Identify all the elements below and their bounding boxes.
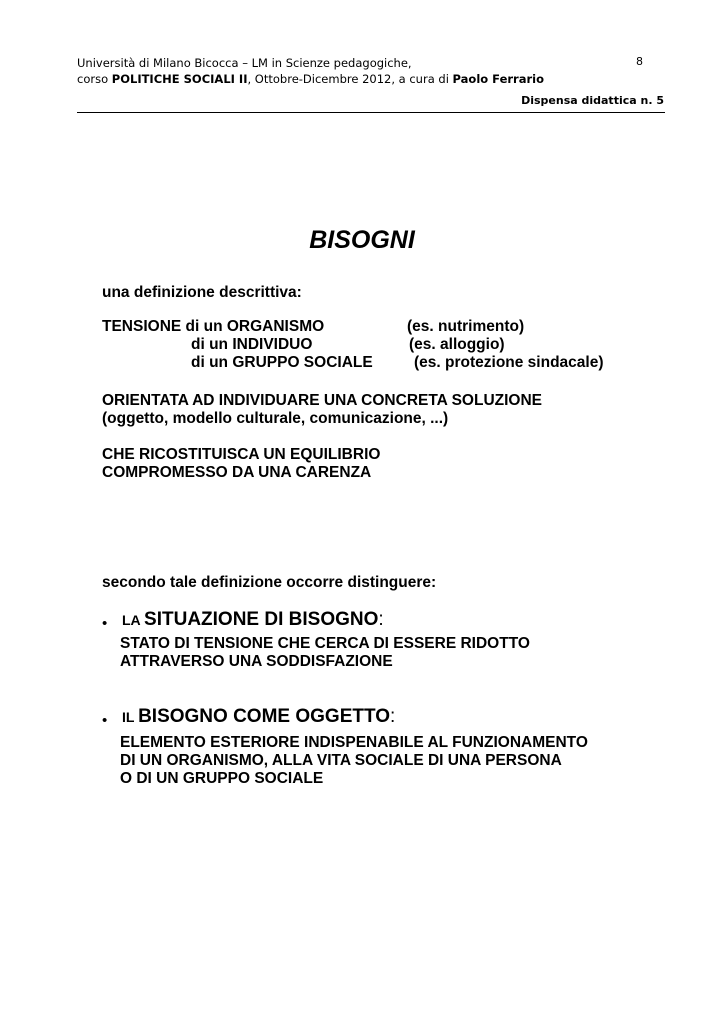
bullet-prefix-2: IL [122,709,139,725]
distinguish-text: secondo tale definizione occorre distinguere: [102,574,437,591]
header-course-middle: , Ottobre-Dicembre 2012, a cura di [247,72,453,86]
dispensa-label: Dispensa didattica n. 5 [521,94,664,107]
bullet-heading-1 [122,611,384,630]
course-name: POLITICHE SOCIALI II [111,72,248,86]
bullet-title-1: SITUAZIONE DI BISOGNO [144,609,379,630]
bullet-2-line-3: O DI UN GRUPPO SOCIALE [120,770,324,787]
bullet-1-line-1: STATO DI TENSIONE CHE CERCA DI ESSERE RIDOTTO [120,635,530,652]
bullet-2-line-2: DI UN ORGANISMO, ALLA VITA SOCIALE DI UNA PERSONA [120,752,562,769]
bullet-prefix-1: LA [122,612,145,628]
bullet-heading-2 [122,708,395,727]
page-title: BISOGNI [309,226,415,254]
header-course-prefix: corso [77,72,112,86]
tension-label-2: di un INDIVIDUO [191,336,313,353]
orientation-line-1: ORIENTATA AD INDIVIDUARE UNA CONCRETA SOLUZIONE [102,392,543,409]
author-name: Paolo Ferrario [452,72,544,86]
bullet-marker-2: • [102,712,108,729]
bullet-title-2: BISOGNO COME OGGETTO [138,706,391,727]
header-line-1: Università di Milano Bicocca – LM in Scienze pedagogiche, [77,56,412,70]
tension-label-1: TENSIONE di un ORGANISMO [102,318,325,335]
bullet-1-line-2: ATTRAVERSO UNA SODDISFAZIONE [120,653,393,670]
header-line-2 [77,71,544,87]
tension-example-1: (es. nutrimento) [407,318,525,335]
tension-example-3: (es. protezione sindacale) [414,354,604,371]
bullet-2-line-1: ELEMENTO ESTERIORE INDISPENABILE AL FUNZIONAMENTO [120,734,588,751]
equilibrium-line-1: CHE RICOSTITUISCA UN EQUILIBRIO [102,446,381,463]
equilibrium-line-2: COMPROMESSO DA UNA CARENZA [102,464,372,481]
intro-text: una definizione descrittiva: [102,284,302,301]
tension-example-2: (es. alloggio) [409,336,505,353]
page-number: 8 [636,55,643,68]
tension-label-3: di un GRUPPO SOCIALE [191,354,373,371]
bullet-colon-1: : [378,609,384,630]
bullet-colon-2: : [390,706,396,727]
bullet-marker-1: • [102,615,108,632]
orientation-line-2: (oggetto, modello culturale, comunicazione, ...) [102,410,449,427]
header-divider [77,112,665,113]
page-header [77,55,544,87]
